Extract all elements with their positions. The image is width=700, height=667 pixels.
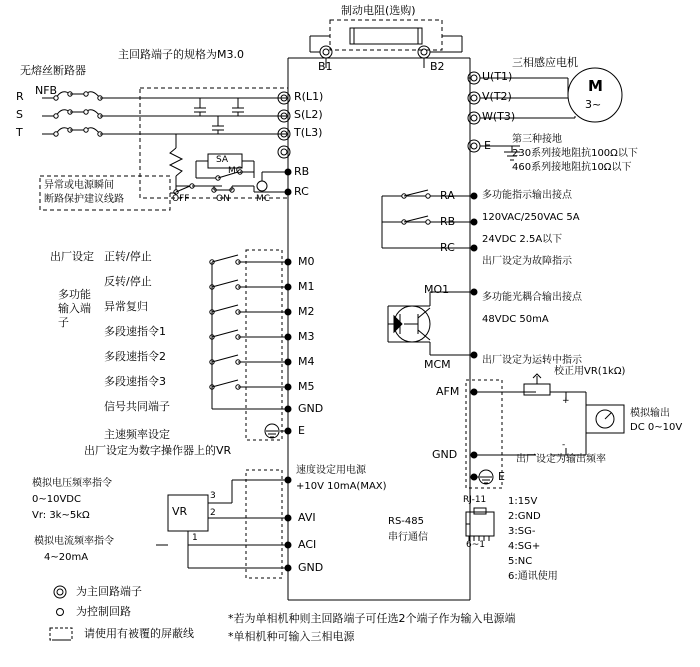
label-motor-phase: 3~ xyxy=(585,98,602,111)
label-m0: M0 xyxy=(298,255,315,268)
label-legend1: 为主回路端子 xyxy=(76,585,142,598)
label-rs485-1: RS-485 xyxy=(388,516,424,527)
label-relay-note2: 120VAC/250VAC 5A xyxy=(482,212,580,223)
label-ground-note2: 230系列接地阻抗100Ω以下 xyxy=(512,148,638,159)
label-rl1: R(L1) xyxy=(294,90,324,103)
label-pin2: 2:GND xyxy=(508,511,541,522)
label-afm-note4: 出厂设定为输出频率 xyxy=(516,454,606,465)
label-main-terminal-spec: 主回路端子的规格为M3.0 xyxy=(118,48,244,61)
label-factory-default: 出厂设定 xyxy=(50,250,94,263)
label-afm-e: E xyxy=(498,470,505,483)
label-rb-terminal: RB xyxy=(294,165,310,178)
label-multi-speed2: 多段速指令2 xyxy=(104,350,166,363)
label-footnote1: *若为单相机种则主回路端子可任选2个端子作为输入电源端 xyxy=(228,612,516,625)
label-freq-title2: 出厂设定为数字操作器上的VR xyxy=(84,444,232,457)
label-freq-title1: 主速频率设定 xyxy=(104,428,170,441)
label-m5: M5 xyxy=(298,380,315,393)
label-rj11: RJ-11 xyxy=(463,495,487,505)
label-curr-note2: 4~20mA xyxy=(44,552,89,563)
label-pin5: 5:NC xyxy=(508,556,533,567)
label-vr-pin3: 3 xyxy=(210,491,216,501)
label-m2: M2 xyxy=(298,305,315,318)
label-photo-note3: 出厂设定为运转中指示 xyxy=(482,355,582,366)
label-gnd-bottom: GND xyxy=(298,561,324,574)
label-photo-note1: 多功能光耦合输出接点 xyxy=(482,292,582,303)
label-tl3: T(L3) xyxy=(294,126,323,139)
label-on: ON xyxy=(216,194,230,204)
label-multi-speed1: 多段速指令1 xyxy=(104,325,166,338)
label-rc-terminal: RC xyxy=(294,185,309,198)
label-volt-note1: 模拟电压频率指令 xyxy=(32,478,112,489)
label-phase-s: S xyxy=(16,108,23,121)
label-common-terminal: 信号共同端子 xyxy=(104,400,170,413)
label-afm-note2: 模拟输出 xyxy=(630,408,670,419)
label-rs485-2: 串行通信 xyxy=(388,532,428,543)
label-phase-r: R xyxy=(16,90,24,103)
label-multi-speed3: 多段速指令3 xyxy=(104,375,166,388)
label-vr-pin1: 1 xyxy=(192,533,198,543)
label-rev-stop: 反转/停止 xyxy=(104,275,152,288)
label-m4: M4 xyxy=(298,355,315,368)
label-curr-note1: 模拟电流频率指令 xyxy=(34,536,114,547)
label-ra: RA xyxy=(440,189,455,202)
label-fuse-note2: 断路保护建议线路 xyxy=(44,194,124,205)
label-e-input: E xyxy=(298,424,305,437)
label-nfb-title: 无熔丝断路器 xyxy=(20,64,86,77)
label-ground-note1: 第三种接地 xyxy=(512,134,562,145)
label-off: OFF xyxy=(172,194,190,204)
label-volt-note3: Vr: 3k~5kΩ xyxy=(32,510,90,521)
label-brake-resistor: 制动电阻(选购) xyxy=(341,4,416,17)
label-m1: M1 xyxy=(298,280,315,293)
label-wt3: W(T3) xyxy=(482,110,516,123)
label-fwd-stop: 正转/停止 xyxy=(104,250,152,263)
label-pin3: 3:SG- xyxy=(508,526,536,537)
label-afm: AFM xyxy=(436,385,460,398)
label-b2: B2 xyxy=(430,60,445,73)
label-m3: M3 xyxy=(298,330,315,343)
label-aci: ACI xyxy=(298,538,317,551)
label-e-motor: E xyxy=(484,139,491,152)
label-rj11-pins: 6~1 xyxy=(466,540,485,550)
label-speed-src2: +10V 10mA(MAX) xyxy=(296,481,387,492)
label-legend3: 请使用有被覆的屏蔽线 xyxy=(84,627,194,640)
label-afm-note3: DC 0~10V xyxy=(630,422,683,433)
label-relay-note3: 24VDC 2.5A以下 xyxy=(482,234,563,245)
label-pin6: 6:通讯使用 xyxy=(508,571,558,582)
label-motor-m: M xyxy=(588,77,603,95)
label-relay-rc: RC xyxy=(440,241,455,254)
label-avi: AVI xyxy=(298,511,316,524)
label-afm-gnd: GND xyxy=(432,448,458,461)
label-sl2: S(L2) xyxy=(294,108,323,121)
label-speed-src1: 速度设定用电源 xyxy=(296,465,366,476)
label-footnote2: *单相机种可输入三相电源 xyxy=(228,630,355,643)
label-minus: - xyxy=(562,440,566,450)
label-mcm: MCM xyxy=(424,358,451,371)
label-fault-reset: 异常复归 xyxy=(104,300,148,313)
label-motor-title: 三相感应电机 xyxy=(512,56,578,69)
label-mc2: MC xyxy=(256,194,271,204)
label-fuse-note1: 异常或电源瞬间 xyxy=(44,180,114,191)
label-relay-note1: 多功能指示输出接点 xyxy=(482,190,572,201)
label-afm-note1: 校正用VR(1kΩ) xyxy=(554,366,626,377)
label-vr: VR xyxy=(172,505,188,518)
label-photo-note2: 48VDC 50mA xyxy=(482,314,549,325)
label-ut1: U(T1) xyxy=(482,70,513,83)
label-gnd-input: GND xyxy=(298,402,324,415)
label-phase-t: T xyxy=(16,126,23,139)
label-ground-note3: 460系列接地阻抗10Ω以下 xyxy=(512,162,632,173)
label-mo1: MO1 xyxy=(424,283,450,296)
label-nfb: NFB xyxy=(35,84,58,97)
label-pin1: 1:15V xyxy=(508,496,538,507)
label-mc1: MC xyxy=(228,166,243,176)
label-legend2: 为控制回路 xyxy=(76,605,131,618)
label-vt2: V(T2) xyxy=(482,90,512,103)
label-volt-note2: 0~10VDC xyxy=(32,494,81,505)
label-relay-rb: RB xyxy=(440,215,456,228)
label-multi-input-title: 多功能输入端子 xyxy=(58,288,91,329)
label-relay-note4: 出厂设定为故障指示 xyxy=(482,256,572,267)
label-vr-pin2: 2 xyxy=(210,508,216,518)
label-pin4: 4:SG+ xyxy=(508,541,541,552)
label-b1: B1 xyxy=(318,60,333,73)
label-sa: SA xyxy=(216,155,229,165)
label-plus: + xyxy=(562,396,570,406)
